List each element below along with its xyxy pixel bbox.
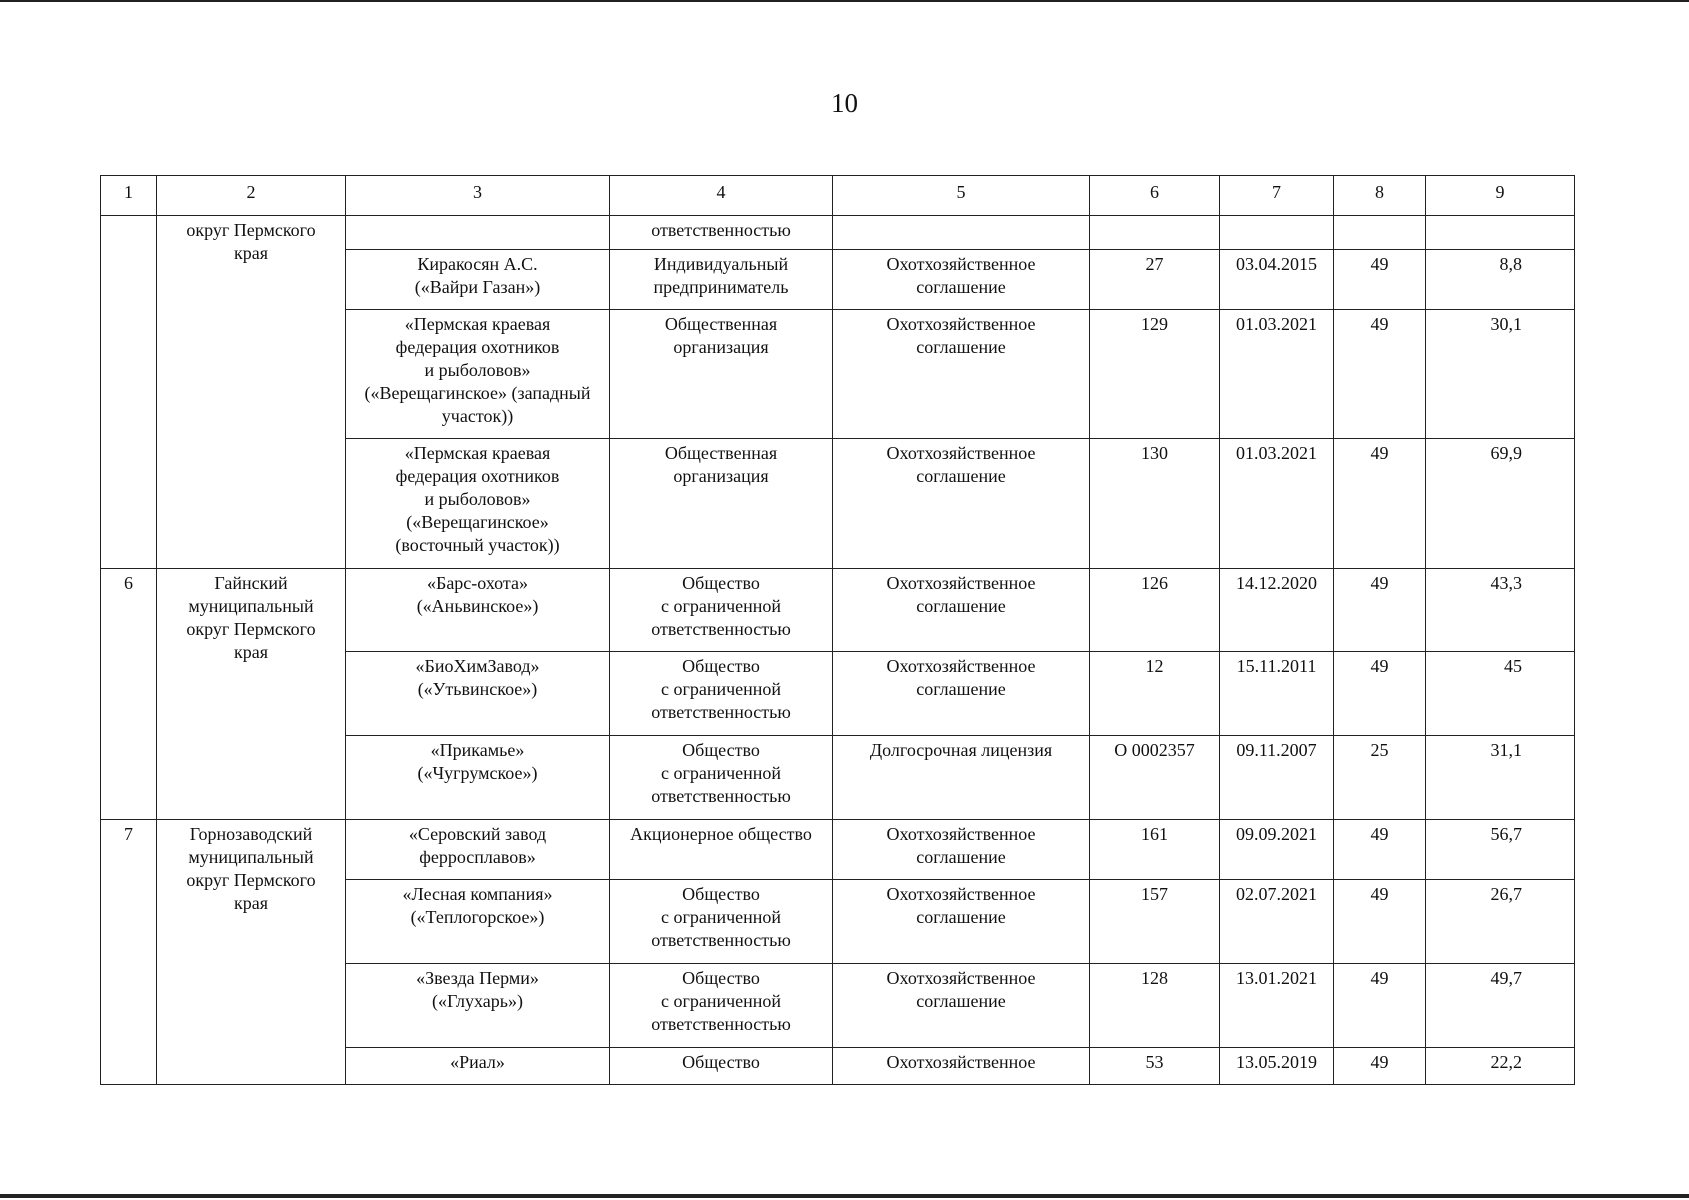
area-cell: 31,1 <box>1426 736 1575 820</box>
hunting-user-cell: «БиоХимЗавод» («Утьвинское») <box>346 652 610 736</box>
document-type-cell: Охотхозяйственное <box>833 1048 1090 1085</box>
document-type-cell: Охотхозяйственное соглашение <box>833 569 1090 652</box>
document-number-cell: 129 <box>1090 310 1220 439</box>
document-date-cell: 14.12.2020 <box>1220 569 1334 652</box>
document-date-cell: 13.01.2021 <box>1220 964 1334 1048</box>
document-type-cell <box>833 216 1090 250</box>
area-cell: 56,7 <box>1426 820 1575 880</box>
legal-form-cell: Акционерное общество <box>610 820 833 880</box>
column-number-cell: 4 <box>610 176 833 216</box>
scan-bottom-edge <box>0 1194 1689 1198</box>
area-cell: 69,9 <box>1426 439 1575 569</box>
row-number-cell <box>101 216 157 569</box>
term-years-cell: 49 <box>1334 652 1426 736</box>
term-years-cell: 49 <box>1334 820 1426 880</box>
document-number-cell <box>1090 216 1220 250</box>
document-number-cell: О 0002357 <box>1090 736 1220 820</box>
document-date-cell: 15.11.2011 <box>1220 652 1334 736</box>
document-date-cell: 09.09.2021 <box>1220 820 1334 880</box>
document-type-cell: Охотхозяйственное соглашение <box>833 964 1090 1048</box>
document-number-cell: 126 <box>1090 569 1220 652</box>
hunting-user-cell: «Лесная компания» («Теплогорское») <box>346 880 610 964</box>
legal-form-cell: Общество с ограниченной ответственностью <box>610 652 833 736</box>
column-number-cell: 5 <box>833 176 1090 216</box>
area-cell: 45 <box>1426 652 1575 736</box>
term-years-cell: 49 <box>1334 310 1426 439</box>
document-type-cell: Охотхозяйственное соглашение <box>833 250 1090 310</box>
document-number-cell: 130 <box>1090 439 1220 569</box>
term-years-cell: 49 <box>1334 569 1426 652</box>
document-type-cell: Охотхозяйственное соглашение <box>833 310 1090 439</box>
column-number-cell: 8 <box>1334 176 1426 216</box>
district-cell: Горнозаводский муниципальный округ Пермского края <box>157 820 346 1085</box>
term-years-cell: 25 <box>1334 736 1426 820</box>
term-years-cell: 49 <box>1334 880 1426 964</box>
area-cell: 26,7 <box>1426 880 1575 964</box>
document-type-cell: Охотхозяйственное соглашение <box>833 820 1090 880</box>
document-number-cell: 128 <box>1090 964 1220 1048</box>
legal-form-cell: Общественная организация <box>610 310 833 439</box>
term-years-cell: 49 <box>1334 439 1426 569</box>
document-type-cell: Охотхозяйственное соглашение <box>833 880 1090 964</box>
area-cell: 8,8 <box>1426 250 1575 310</box>
document-type-cell: Охотхозяйственное соглашение <box>833 652 1090 736</box>
legal-form-cell: ответственностью <box>610 216 833 250</box>
table-row <box>101 569 1575 652</box>
table-row <box>101 216 1575 250</box>
document-number-cell: 53 <box>1090 1048 1220 1085</box>
term-years-cell: 49 <box>1334 964 1426 1048</box>
hunting-user-cell: «Пермская краевая федерация охотников и рыболовов» («Верещагинское» (восточный участок)) <box>346 439 610 569</box>
document-date-cell <box>1220 216 1334 250</box>
column-number-cell: 7 <box>1220 176 1334 216</box>
district-cell: округ Пермского края <box>157 216 346 569</box>
document-date-cell: 13.05.2019 <box>1220 1048 1334 1085</box>
document-date-cell: 03.04.2015 <box>1220 250 1334 310</box>
column-number-cell: 2 <box>157 176 346 216</box>
document-number-cell: 27 <box>1090 250 1220 310</box>
column-number-cell: 6 <box>1090 176 1220 216</box>
document-date-cell: 01.03.2021 <box>1220 439 1334 569</box>
legal-form-cell: Общество с ограниченной ответственностью <box>610 880 833 964</box>
legal-form-cell: Общество <box>610 1048 833 1085</box>
table-row <box>101 820 1575 880</box>
document-number-cell: 157 <box>1090 880 1220 964</box>
hunting-user-cell: «Прикамье» («Чугрумское») <box>346 736 610 820</box>
legal-form-cell: Общество с ограниченной ответственностью <box>610 736 833 820</box>
area-cell: 22,2 <box>1426 1048 1575 1085</box>
hunting-user-cell: «Серовский завод ферросплавов» <box>346 820 610 880</box>
scan-top-edge <box>0 0 1689 2</box>
hunting-user-cell: «Пермская краевая федерация охотников и рыболовов» («Верещагинское» (западный участок)) <box>346 310 610 439</box>
hunting-user-cell: «Звезда Перми» («Глухарь») <box>346 964 610 1048</box>
area-cell: 49,7 <box>1426 964 1575 1048</box>
column-number-row <box>101 176 1575 216</box>
legal-form-cell: Общество с ограниченной ответственностью <box>610 964 833 1048</box>
column-number-cell: 9 <box>1426 176 1575 216</box>
document-type-cell: Охотхозяйственное соглашение <box>833 439 1090 569</box>
hunting-user-cell: «Барс-охота» («Аньвинское») <box>346 569 610 652</box>
district-cell: Гайнский муниципальный округ Пермского края <box>157 569 346 820</box>
legal-form-cell: Индивидуальный предприниматель <box>610 250 833 310</box>
area-cell: 43,3 <box>1426 569 1575 652</box>
row-number-cell: 7 <box>101 820 157 1085</box>
page-number: 10 <box>831 88 858 118</box>
term-years-cell: 49 <box>1334 250 1426 310</box>
document-number-cell: 161 <box>1090 820 1220 880</box>
hunting-grounds-table <box>100 175 1575 1085</box>
row-number-cell: 6 <box>101 569 157 820</box>
column-number-cell: 3 <box>346 176 610 216</box>
hunting-user-cell: Киракосян А.С. («Вайри Газан») <box>346 250 610 310</box>
hunting-user-cell: «Риал» <box>346 1048 610 1085</box>
document-type-cell: Долгосрочная лицензия <box>833 736 1090 820</box>
term-years-cell <box>1334 216 1426 250</box>
document-date-cell: 02.07.2021 <box>1220 880 1334 964</box>
term-years-cell: 49 <box>1334 1048 1426 1085</box>
column-number-cell: 1 <box>101 176 157 216</box>
document-date-cell: 01.03.2021 <box>1220 310 1334 439</box>
document-date-cell: 09.11.2007 <box>1220 736 1334 820</box>
hunting-user-cell <box>346 216 610 250</box>
area-cell <box>1426 216 1575 250</box>
area-cell: 30,1 <box>1426 310 1575 439</box>
document-number-cell: 12 <box>1090 652 1220 736</box>
legal-form-cell: Общество с ограниченной ответственностью <box>610 569 833 652</box>
legal-form-cell: Общественная организация <box>610 439 833 569</box>
